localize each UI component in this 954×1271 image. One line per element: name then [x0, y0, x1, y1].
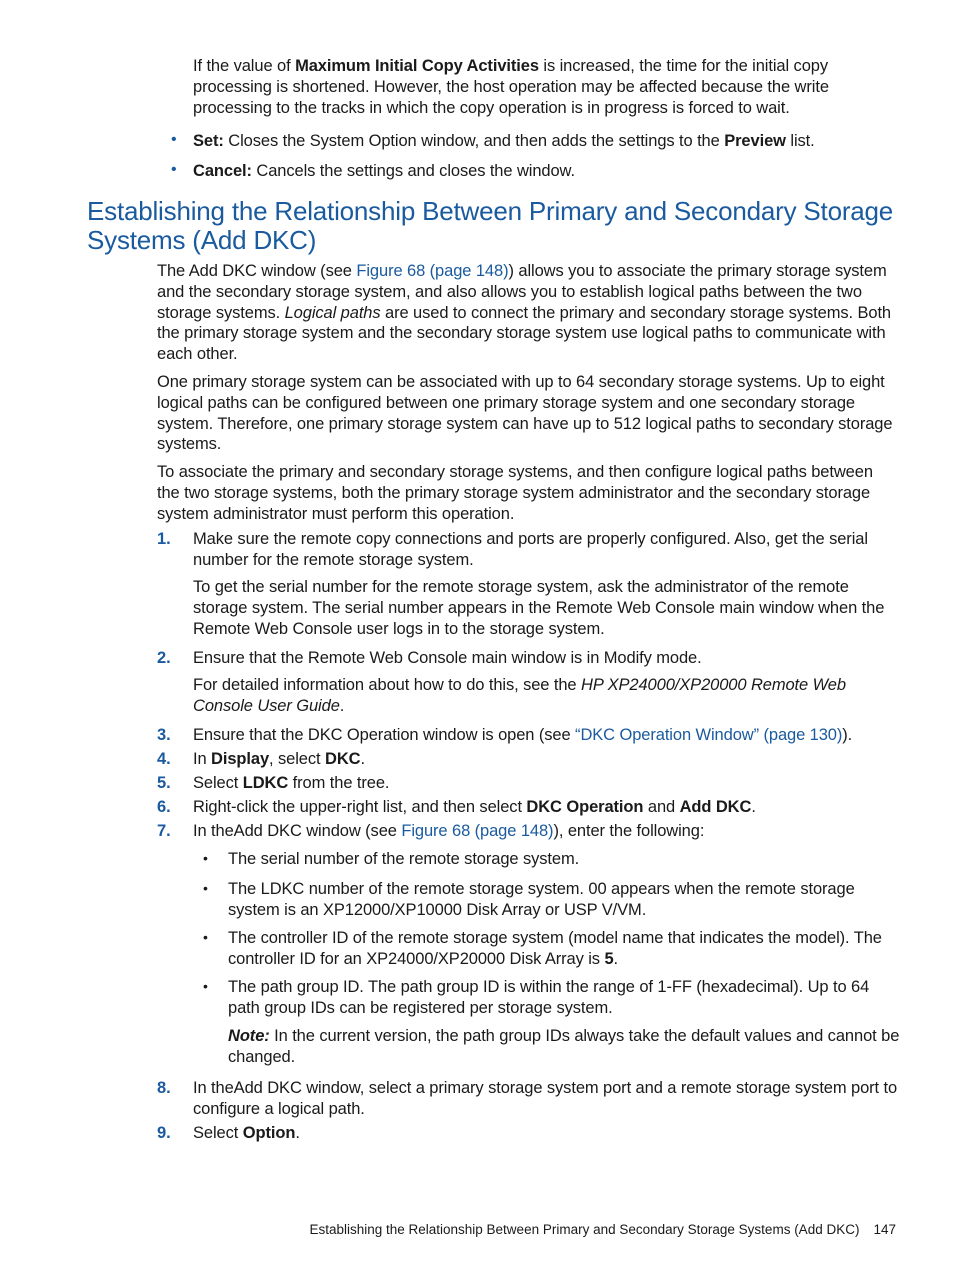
step-2-sub-end: . [339, 696, 345, 715]
dkc-operation-window-link[interactable]: “DKC Operation Window” (page 130) [575, 726, 843, 744]
dkc-operation-term: DKC Operation [526, 798, 644, 816]
intro-bold-term: Maximum Initial Copy Activities [295, 57, 539, 75]
step-9-pre: Select [193, 1124, 243, 1142]
step-number: 2. [157, 649, 171, 667]
section-heading: Establishing the Relationship Between Primary and Secondary Storage Systems (Add DKC) [87, 196, 894, 255]
step-4-end: . [360, 750, 365, 768]
cancel-item [193, 161, 893, 182]
step-7-pre: In theAdd DKC window (see [193, 822, 402, 840]
set-text-end: list. [785, 132, 815, 150]
bullet-icon: • [203, 880, 208, 896]
sub-bullet-2: The LDKC number of the remote storage system. 00 appears when the remote storage system is an XP12000/XP10000 Disk Array or USP V/VM. [228, 880, 855, 919]
sub-bullet-1: The serial number of the remote storage system. [228, 850, 580, 868]
b3-bold: 5 [604, 949, 614, 968]
step-3-end: ). [842, 726, 853, 744]
p1-text: The Add DKC window (see [157, 262, 357, 280]
set-bold: Preview [724, 132, 786, 150]
step-3-pre: Ensure that the DKC Operation window is open (see [193, 726, 576, 744]
step-5-text [193, 773, 899, 794]
sub-bullet-3 [228, 928, 900, 970]
display-term: Display [211, 750, 270, 768]
step-6-text [193, 797, 899, 818]
step-number: 4. [157, 750, 171, 768]
step-5-end: from the tree. [288, 774, 390, 792]
note-label: Note: [228, 1027, 270, 1045]
step-number: 8. [157, 1079, 171, 1097]
p1-text-cont: ) allows you to associate the primary storage system and the secondary storage system, and also allows you to establish logical paths between the two storage systems. [157, 262, 887, 322]
bullet-icon: • [203, 978, 208, 994]
add-dkc-term: Add DKC [679, 798, 752, 816]
ldkc-term: LDKC [242, 774, 289, 792]
step-6-pre: Right-click the upper-right list, and then select [193, 798, 527, 816]
step-2-sub-text: For detailed information about how to do this, see the [193, 676, 581, 694]
step-5-pre: Select [193, 774, 243, 792]
bullet-icon: • [171, 161, 177, 178]
step-6-end: . [751, 798, 756, 816]
step-number: 9. [157, 1124, 171, 1142]
step-7-text [193, 821, 899, 842]
note-text: In the current version, the path group IDs always take the default values and cannot be changed. [228, 1027, 900, 1066]
step-7-end: ), enter the following: [553, 822, 705, 840]
sub-bullet-4: The path group ID. The path group ID is within the range of 1-FF (hexadecimal). Up to 64 path group IDs can be registered per storage system. [228, 978, 870, 1017]
section-paragraph-1 [157, 261, 899, 365]
step-1-text: Make sure the remote copy connections and ports are properly configured. Also, get the serial number for the remote storage system. [193, 530, 868, 569]
step-8-text: In theAdd DKC window, select a primary storage system port and a remote storage system port to configure a logical path. [193, 1079, 898, 1118]
step-number: 1. [157, 530, 171, 548]
step-4-pre: In [193, 750, 212, 768]
set-text: Closes the System Option window, and then adds the settings to the [223, 132, 725, 150]
intro-text-cont: is increased, the time for the initial copy processing is shortened. However, the host operation may be affected because the write processing to the tracks in which the copy operation is in progress is forced to wait. [193, 57, 829, 117]
step-3-text [193, 725, 903, 746]
p1-text-end: are used to connect the primary and secondary storage systems. Both the primary storage system and the secondary storage system use logical paths to communicate with each other. [157, 303, 892, 364]
set-item [193, 131, 893, 152]
section-paragraph-2: One primary storage system can be associated with up to 64 secondary storage systems. Up to eight logical paths can be configured between one primary storage system and one secondary storage system. Therefore, one primary storage system can have up to 512 logical paths to secondary storage systems. [157, 373, 893, 454]
intro-paragraph [193, 56, 893, 118]
step-9-end: . [295, 1124, 300, 1142]
dkc-term: DKC [325, 750, 361, 768]
set-label: Set: [193, 132, 224, 150]
page-number: 147 [873, 1222, 896, 1237]
note [228, 1026, 900, 1068]
intro-text: If the value of [193, 57, 296, 75]
section-paragraph-3: To associate the primary and secondary storage systems, and then configure logical paths between the two storage systems, both the primary storage system administrator and the secondary storage system administrator must perform this operation. [157, 463, 873, 523]
step-4-mid: , select [269, 750, 326, 768]
figure-68-link[interactable]: Figure 68 (page 148) [356, 262, 509, 280]
bullet-icon: • [203, 850, 208, 866]
step-number: 3. [157, 726, 171, 744]
bullet-icon: • [171, 131, 177, 148]
running-title: Establishing the Relationship Between Primary and Secondary Storage Systems (Add DKC) [309, 1222, 860, 1237]
step-2-text: Ensure that the Remote Web Console main window is in Modify mode. [193, 649, 702, 667]
step-9-text [193, 1123, 899, 1144]
p1-italic-term: Logical paths [284, 303, 381, 322]
step-number: 5. [157, 774, 171, 792]
step-number: 6. [157, 798, 171, 816]
b3-end: . [613, 949, 618, 968]
cancel-text: Cancels the settings and closes the window. [251, 162, 575, 180]
step-6-mid: and [643, 798, 680, 816]
figure-68-link-2[interactable]: Figure 68 (page 148) [401, 822, 554, 840]
bullet-icon: • [203, 929, 208, 945]
cancel-label: Cancel: [193, 162, 252, 180]
step-number: 7. [157, 822, 171, 840]
step-2-subtext [193, 675, 899, 717]
page-footer [309, 1222, 896, 1237]
step-1-subtext: To get the serial number for the remote storage system, ask the administrator of the remote storage system. The serial number appears in the Remote Web Console main window when the Remote Web Console user logs in to the storage system. [193, 578, 885, 638]
guide-title: HP XP24000/XP20000 Remote Web Console User Guide [193, 676, 846, 715]
option-term: Option [242, 1124, 296, 1142]
b3-text: The controller ID of the remote storage system (model name that indicates the model). The controller ID for an XP24000/XP20000 Disk Array is [228, 929, 882, 968]
step-4-text [193, 749, 899, 770]
